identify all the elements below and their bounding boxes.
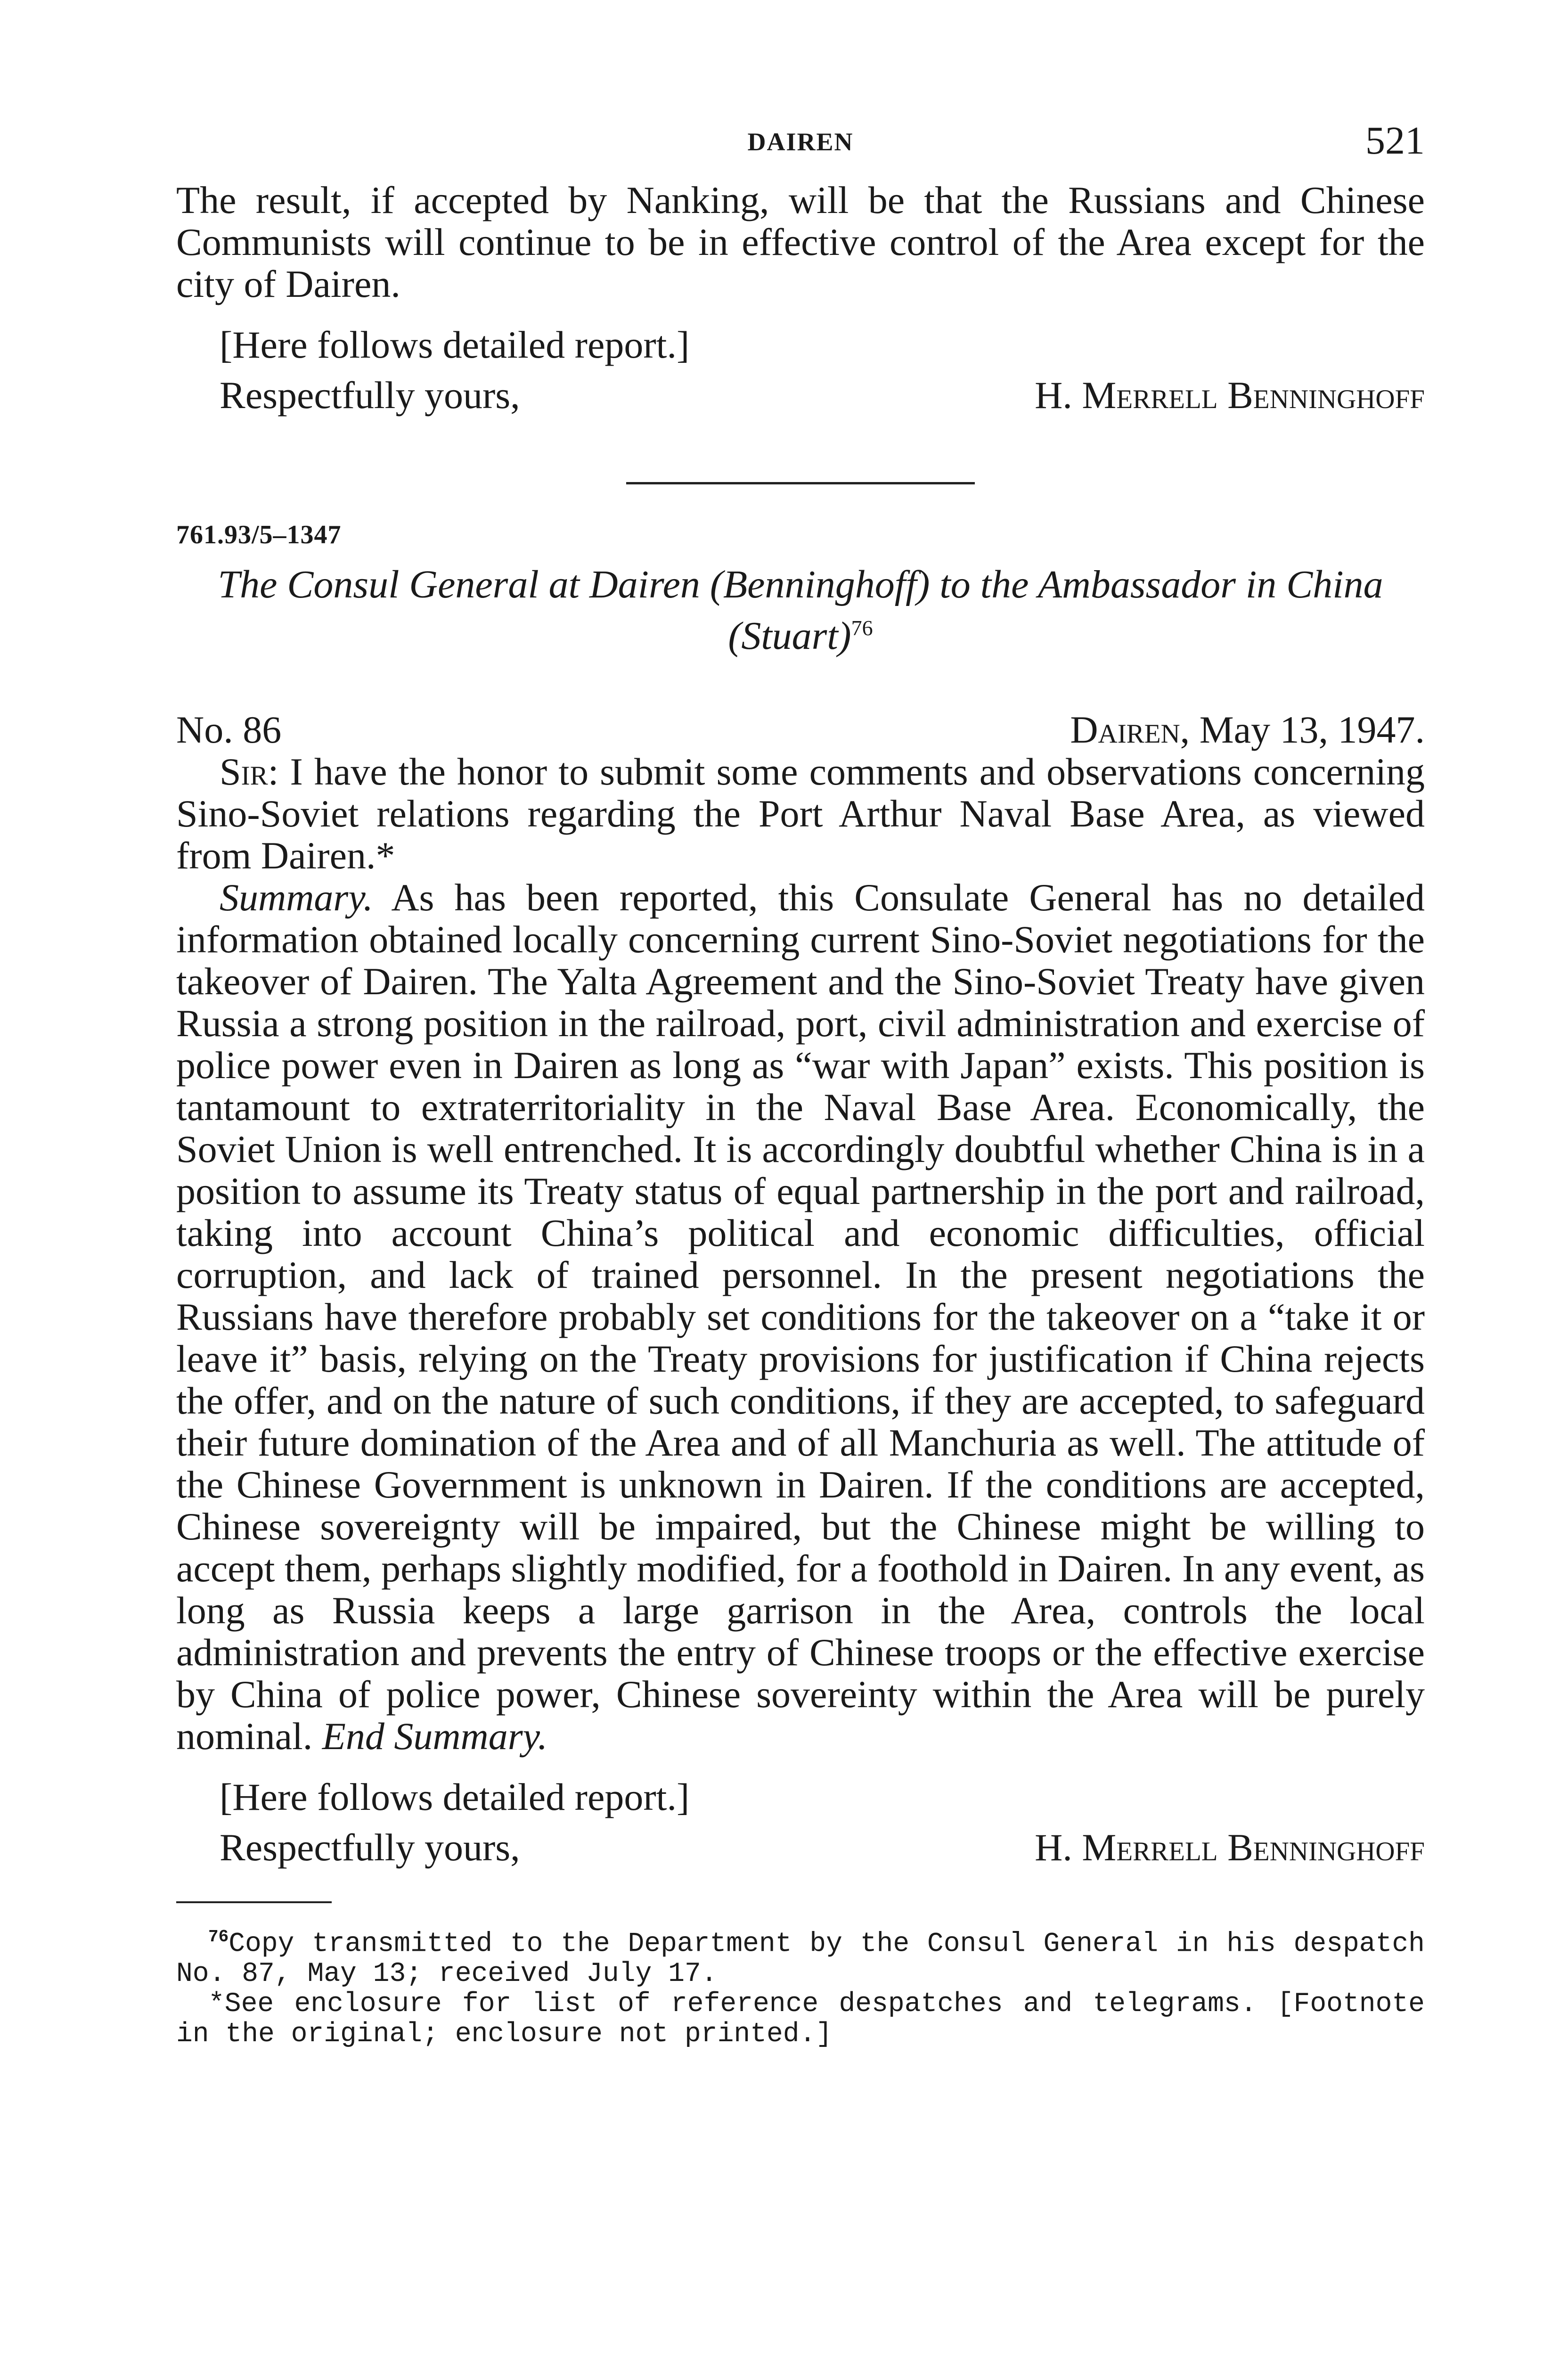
document-reference: 761.93/5–1347 [176, 520, 342, 549]
footnote-76-mark: 76 [208, 1927, 229, 1947]
bracket-note-1: [Here follows detailed report.] [220, 323, 690, 366]
page-header [176, 108, 1425, 179]
closing-1: Respectfully yours, [220, 374, 520, 417]
signature-2: H. Merrell Benninghoff [1035, 1826, 1425, 1869]
footnote-star: *See enclosure for list of reference despatches and telegrams. [Footnote in the original; enclosure not printed.] [176, 1989, 1425, 2050]
title-footnote-ref: 76 [851, 616, 873, 640]
signature-block-2 [176, 1826, 1425, 1868]
date: May 13, 1947. [1199, 708, 1425, 751]
page-number: 521 [1365, 119, 1425, 163]
closing-2: Respectfully yours, [220, 1826, 520, 1869]
document-number: No. 86 [176, 708, 282, 751]
summary-label: Summary. [220, 876, 373, 919]
signature-block-1 [176, 374, 1425, 416]
signature-1: H. Merrell Benninghoff [1035, 374, 1425, 417]
place-date [1070, 709, 1425, 751]
running-head: DAIREN [747, 128, 854, 156]
summary-text: As has been reported, this Consulate General has no detailed information obtained locally concerning current Sino-Soviet negotiations for the takeover of Dairen. The Yalta Agreement and the Sino-Soviet Treaty have given Russia a strong position in the railroad, port, civil administration and exercise of police power even in Dairen as long as “war with Japan” exists. This position is tantamount to extraterritoriality in the Naval Base Area. Economically, the Soviet Union is well entrenched. It is accordingly doubtful whether China is in a position to assume its Treaty status of equal partnership in the port and railroad, taking into account China’s political and economic difficulties, official corruption, and lack of trained personnel. In the present negotiations the Russians have therefore probably set conditions for the takeover on a “take it or leave it” basis, relying on the Treaty provisions for justification if China rejects the offer, and on the nature of such conditions, if they are accepted, to safeguard their future domination of the Area and of all Manchuria as well. The attitude of the Chinese Government is unknown in Dairen. If the conditions are accepted, Chinese sovereignty will be impaired, but the Chinese might be willing to accept them, perhaps slightly modified, for a foothold in Dairen. In any event, as long as Russia keeps a large garrison in the Area, controls the local administration and prevents the entry of Chinese troops or the effective exercise by China of police power, Chinese sovereinty within the Area will be purely nominal. [176, 876, 1425, 1758]
document-title [176, 563, 1425, 658]
bracket-note-2: [Here follows detailed report.] [220, 1775, 690, 1818]
closing-paragraph: The result, if accepted by Nanking, will be that the Russians and Chinese Communists will continue to be in effective control of the Area except for the city of Dairen. [176, 179, 1425, 305]
document-page [176, 108, 1425, 2050]
place: Dairen, [1070, 708, 1190, 751]
footnote-rule [176, 1901, 332, 1903]
salutation: Sir: [220, 750, 279, 793]
summary-paragraph [176, 876, 1425, 1757]
section-divider [626, 482, 975, 484]
summary-end: End Summary. [322, 1715, 548, 1758]
footnotes [176, 1922, 1425, 2050]
footnote-76-text: Copy transmitted to the Department by the Consul General in his despatch No. 87, May 13; received July 17. [176, 1929, 1425, 1990]
footnote-76 [176, 1922, 1425, 1989]
dateline [176, 709, 1425, 751]
opening-paragraph [176, 751, 1425, 876]
opening-text: I have the honor to submit some comments and observations concerning Sino-Soviet relations regarding the Port Arthur Naval Base Area, as viewed from Dairen.* [176, 750, 1425, 877]
document-title-text: The Consul General at Dairen (Benninghoff) to the Ambassador in China (Stuart) [218, 563, 1383, 658]
